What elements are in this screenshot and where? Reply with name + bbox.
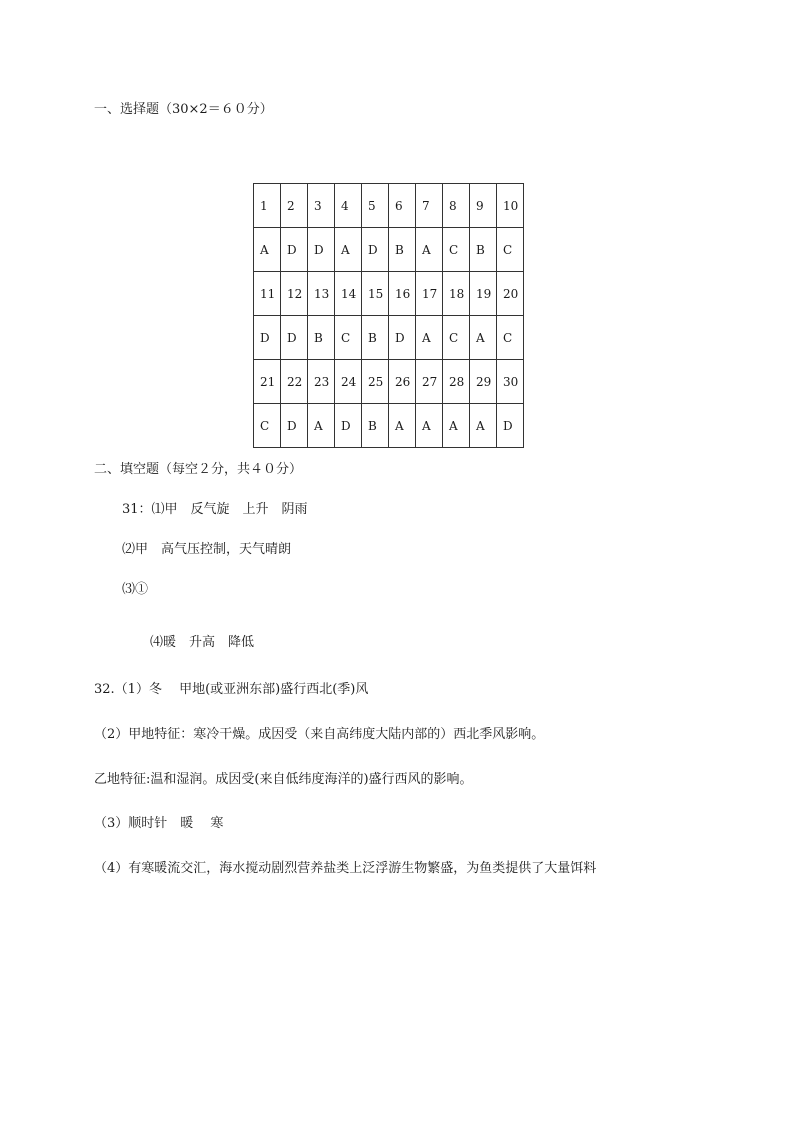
answer-cell: D [281, 228, 308, 272]
section-1-title: 一、选择题（30×2＝６０分） [94, 102, 273, 117]
question-number-cell: 7 [416, 184, 443, 228]
q32-part-4: （4）有寒暖流交汇，海水搅动剧烈营养盐类上泛浮游生物繁盛，为鱼类提供了大量饵料 [94, 861, 597, 876]
answer-cell: B [470, 228, 497, 272]
section-2-title: 二、填空题（每空２分，共４０分） [94, 462, 303, 477]
question-number-cell: 13 [308, 272, 335, 316]
answer-cell: A [470, 404, 497, 448]
answer-cell: C [497, 316, 524, 360]
q32-part-2-continued: 乙地特征:温和湿润。成因受(来自低纬度海洋的)盛行西风的影响。 [94, 772, 473, 787]
question-number-cell: 26 [389, 360, 416, 404]
question-number-cell: 8 [443, 184, 470, 228]
question-number-cell: 4 [335, 184, 362, 228]
q31-part-3: ⑶① [122, 582, 149, 597]
question-number-cell: 22 [281, 360, 308, 404]
question-number-row [254, 360, 524, 404]
answer-cell: B [362, 404, 389, 448]
answer-cell: C [443, 316, 470, 360]
question-number-cell: 20 [497, 272, 524, 316]
question-number-cell: 16 [389, 272, 416, 316]
answer-cell: B [362, 316, 389, 360]
question-number-cell: 30 [497, 360, 524, 404]
answer-cell: A [416, 404, 443, 448]
question-number-cell: 1 [254, 184, 281, 228]
question-number-cell: 25 [362, 360, 389, 404]
question-number-row [254, 272, 524, 316]
answer-row [254, 228, 524, 272]
answer-cell: A [389, 404, 416, 448]
answer-cell: C [254, 404, 281, 448]
answer-cell: D [497, 404, 524, 448]
answer-cell: A [416, 228, 443, 272]
question-number-cell: 6 [389, 184, 416, 228]
answer-cell: D [281, 404, 308, 448]
answer-table [253, 183, 524, 448]
question-number-cell: 19 [470, 272, 497, 316]
answer-row [254, 316, 524, 360]
answer-cell: A [416, 316, 443, 360]
question-number-cell: 17 [416, 272, 443, 316]
answer-cell: A [308, 404, 335, 448]
question-number-cell: 15 [362, 272, 389, 316]
question-number-cell: 23 [308, 360, 335, 404]
q32-part-1: 32.（1）冬 甲地(或亚洲东部)盛行西北(季)风 [94, 682, 369, 697]
q31-part-2: ⑵甲 高气压控制，天气晴朗 [122, 542, 292, 557]
answer-cell: A [470, 316, 497, 360]
question-number-cell: 27 [416, 360, 443, 404]
q31-part-1: 31：⑴甲 反气旋 上升 阴雨 [122, 502, 308, 517]
answer-cell: D [362, 228, 389, 272]
answer-cell: A [335, 228, 362, 272]
answer-cell: C [443, 228, 470, 272]
answer-cell: D [335, 404, 362, 448]
question-number-cell: 5 [362, 184, 389, 228]
answer-cell: A [443, 404, 470, 448]
question-number-cell: 3 [308, 184, 335, 228]
answer-cell: A [254, 228, 281, 272]
answer-cell: C [497, 228, 524, 272]
question-number-row [254, 184, 524, 228]
question-number-cell: 28 [443, 360, 470, 404]
answer-cell: D [308, 228, 335, 272]
question-number-cell: 24 [335, 360, 362, 404]
question-number-cell: 12 [281, 272, 308, 316]
q32-part-2: （2）甲地特征：寒冷干燥。成因受（来自高纬度大陆内部的）西北季风影响。 [94, 727, 545, 742]
question-number-cell: 21 [254, 360, 281, 404]
question-number-cell: 9 [470, 184, 497, 228]
answer-cell: B [308, 316, 335, 360]
question-number-cell: 11 [254, 272, 281, 316]
question-number-cell: 29 [470, 360, 497, 404]
question-number-cell: 10 [497, 184, 524, 228]
answer-row [254, 404, 524, 448]
q32-part-3: （3）顺时针 暖 寒 [94, 816, 224, 831]
answer-cell: B [389, 228, 416, 272]
answer-cell: D [389, 316, 416, 360]
question-number-cell: 2 [281, 184, 308, 228]
answer-cell: D [281, 316, 308, 360]
question-number-cell: 14 [335, 272, 362, 316]
q31-part-4: ⑷暖 升高 降低 [150, 635, 255, 650]
answer-cell: C [335, 316, 362, 360]
answer-cell: D [254, 316, 281, 360]
question-number-cell: 18 [443, 272, 470, 316]
